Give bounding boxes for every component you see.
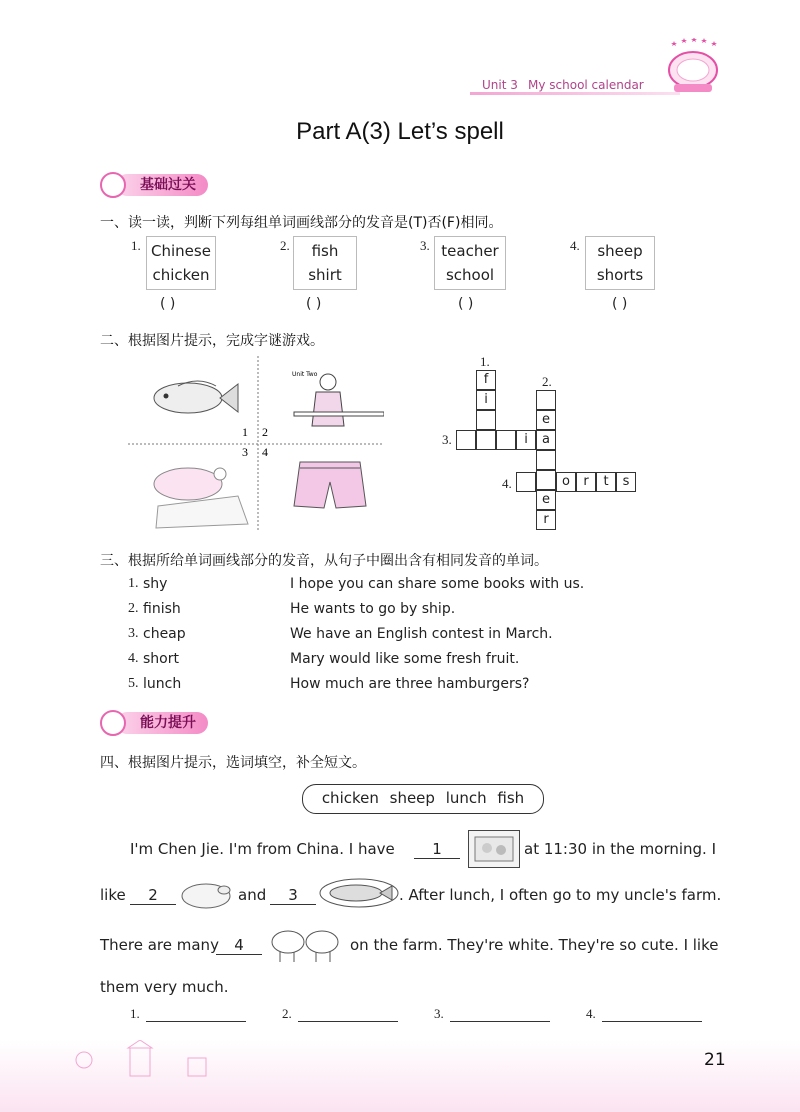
para-line-2b: and — [238, 886, 267, 904]
picture-caption: Unit Two — [292, 371, 318, 378]
cell[interactable] — [456, 430, 476, 450]
page-title: Part A(3) Let’s spell — [296, 118, 504, 145]
cell[interactable] — [536, 470, 556, 490]
cell[interactable]: t — [596, 472, 616, 492]
picture-grid — [128, 356, 384, 532]
q3-item-word: cheap — [143, 626, 186, 642]
pic-num-3: 3 — [242, 445, 248, 459]
fish-picture — [154, 381, 238, 413]
cell[interactable]: o — [556, 472, 576, 492]
cell[interactable]: i — [476, 390, 496, 410]
clue-num-1: 1. — [480, 354, 490, 369]
q3-item-sentence: He wants to go by ship. — [290, 601, 456, 617]
q1-num-4: 4. — [570, 238, 580, 253]
cell[interactable] — [536, 390, 556, 410]
word-pair-1 — [146, 236, 216, 290]
answer-line-3[interactable]: 3. — [434, 1006, 550, 1022]
blank-3[interactable]: 3 — [270, 886, 316, 905]
cell[interactable] — [476, 430, 496, 450]
q3-item-sentence: We have an English contest in March. — [290, 626, 553, 642]
teacher-picture — [292, 371, 384, 426]
word-1a: Chinese — [151, 242, 211, 260]
section-title-advanced: 能力提升 — [116, 712, 208, 734]
lunch-picture — [468, 830, 520, 868]
word-2a: fish — [311, 242, 339, 260]
series-logo — [664, 38, 722, 94]
para-line-3a: There are many — [100, 936, 219, 954]
q1-instruction: 一、读一读，判断下列每组单词画线部分的发音是(T)否(F)相同。 — [100, 215, 503, 231]
para-line-2c: . After lunch, I often go to my uncle's farm. — [399, 886, 722, 904]
answer-line-2[interactable]: 2. — [282, 1006, 398, 1022]
sheep-picture — [266, 920, 346, 966]
q3-item-num: 5. — [128, 676, 139, 691]
unit-label: Unit 3 — [482, 78, 518, 92]
footer-decoration — [0, 1040, 800, 1112]
answer-paren-2[interactable]: ( ) — [306, 296, 322, 312]
clue-num-4: 4. — [502, 476, 512, 491]
word-3b: school — [445, 266, 495, 284]
word-4a: sheep — [597, 242, 643, 260]
cell[interactable]: i — [516, 430, 536, 450]
word-pair-4 — [585, 236, 655, 290]
cell[interactable]: e — [536, 410, 556, 430]
q3-item-num: 2. — [128, 601, 139, 616]
cell[interactable]: s — [616, 472, 636, 492]
pic-num-1: 1 — [242, 425, 248, 439]
q2-instruction: 二、根据图片提示，完成字谜游戏。 — [100, 333, 324, 349]
para-line-1b: at 11:30 in the morning. I — [524, 840, 717, 858]
chicken-picture — [178, 872, 236, 912]
q1-num-3: 3. — [420, 238, 430, 253]
cell[interactable]: f — [476, 370, 496, 390]
q3-instruction: 三、根据所给单词画线部分的发音，从句子中圈出含有相同发音的单词。 — [100, 553, 548, 569]
header-rule — [470, 92, 680, 95]
answer-paren-3[interactable]: ( ) — [458, 296, 474, 312]
q1-num-1: 1. — [131, 238, 141, 253]
pic-num-2: 2 — [262, 425, 268, 439]
para-line-1a: I'm Chen Jie. I'm from China. I have — [130, 840, 395, 858]
blank-4[interactable]: 4 — [216, 936, 262, 955]
word-3a: teacher — [441, 242, 499, 260]
cell[interactable]: r — [576, 472, 596, 492]
cell[interactable] — [476, 410, 496, 430]
q3-item-num: 4. — [128, 651, 139, 666]
blank-1[interactable]: 1 — [414, 840, 460, 859]
word-bank: chicken sheep lunch fish — [302, 784, 544, 814]
clue-num-3: 3. — [442, 432, 452, 447]
answer-line-1[interactable]: 1. — [130, 1006, 246, 1022]
picture-grid-lines — [128, 356, 384, 532]
cell[interactable] — [536, 450, 556, 470]
para-line-4: them very much. — [100, 978, 229, 996]
word-pair-2 — [293, 236, 357, 290]
blank-2[interactable]: 2 — [130, 886, 176, 905]
shorts-picture — [294, 462, 366, 508]
q3-item-word: 1. — [128, 576, 139, 591]
sheep-picture — [154, 468, 248, 528]
q4-instruction: 四、根据图片提示，选词填空，补全短文。 — [100, 755, 366, 771]
word-2b: shirt — [308, 266, 342, 284]
answer-line-4[interactable]: 4. — [586, 1006, 702, 1022]
section-title-basic: 基础过关 — [116, 174, 208, 196]
answer-paren-1[interactable]: ( ) — [160, 296, 176, 312]
q3-item-word: lunch — [143, 676, 182, 692]
q3-item-word: short — [143, 651, 179, 667]
cartoon-face-icon — [100, 172, 126, 198]
word-4b: shorts — [596, 266, 644, 284]
q3-item-word: shy — [143, 576, 168, 592]
q1-num-2: 2. — [280, 238, 290, 253]
pic-num-4: 4 — [262, 445, 268, 459]
q3-item-num: 3. — [128, 626, 139, 641]
answer-paren-4[interactable]: ( ) — [612, 296, 628, 312]
cell[interactable]: a — [536, 430, 556, 450]
cell[interactable]: r — [536, 510, 556, 530]
q3-item-sentence: How much are three hamburgers? — [290, 676, 530, 692]
fish-dish-picture — [318, 876, 400, 910]
word-1b: chicken — [152, 266, 210, 284]
cell[interactable]: e — [536, 490, 556, 510]
cartoon-face-icon — [100, 710, 126, 736]
q3-item-sentence: I hope you can share some books with us. — [290, 576, 585, 592]
clue-num-2: 2. — [542, 374, 552, 389]
q3-list — [128, 576, 688, 701]
unit-topic: My school calendar — [528, 78, 644, 92]
section-badge-basic — [100, 172, 240, 198]
para-line-2a: like — [100, 886, 126, 904]
q3-item-sentence: Mary would like some fresh fruit. — [290, 651, 520, 667]
cell[interactable] — [496, 430, 516, 450]
crossword — [430, 350, 650, 540]
para-line-3b: on the farm. They're white. They're so cute. I like — [350, 936, 719, 954]
q3-item-word: finish — [143, 601, 181, 617]
page-number: 21 — [704, 1050, 726, 1070]
word-pair-3 — [434, 236, 506, 290]
section-badge-advanced — [100, 710, 240, 736]
cell[interactable] — [516, 472, 536, 492]
